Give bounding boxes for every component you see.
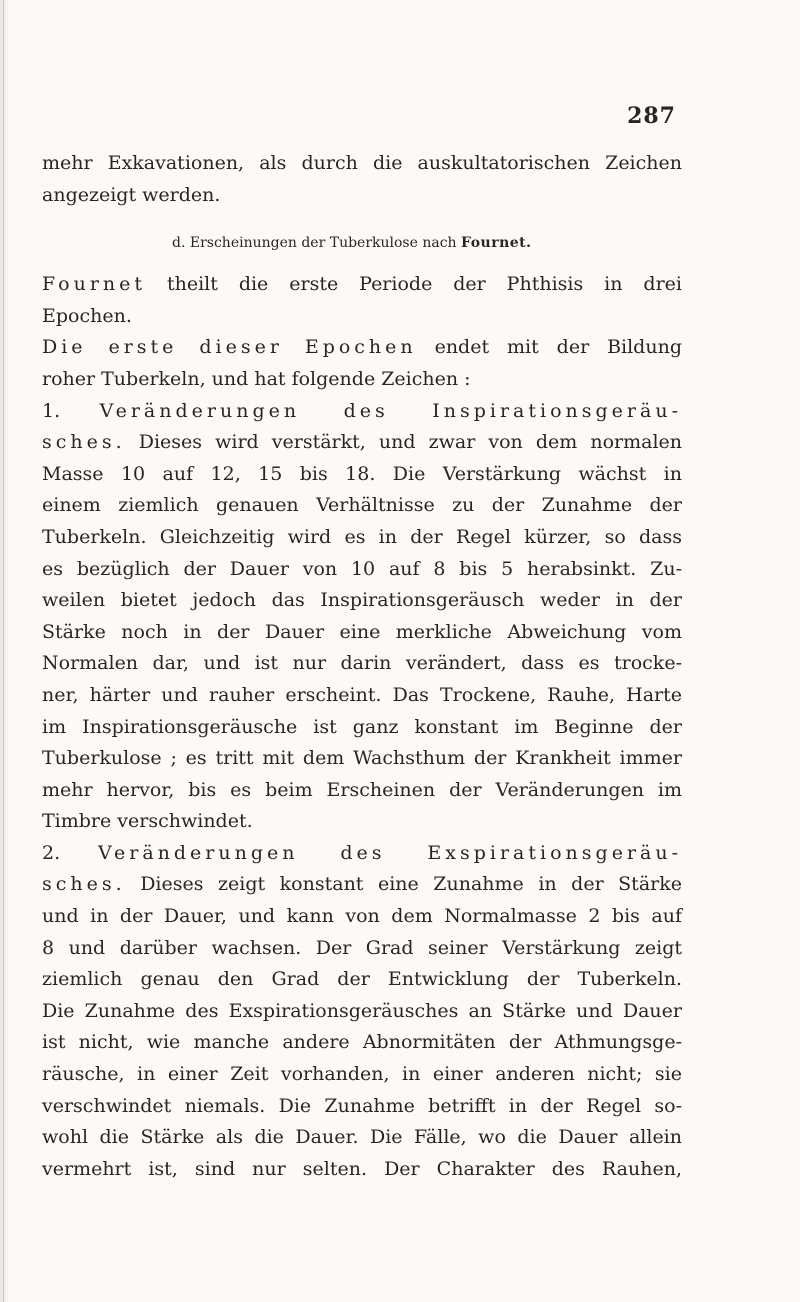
text-line: [42, 585, 682, 617]
list-number: 1.: [42, 399, 100, 422]
text-line: [42, 301, 682, 333]
text-line: [42, 427, 682, 459]
line-text: räusche, in einer Zeit vorhanden, in einer anderen nicht; sie: [42, 1063, 682, 1086]
text-line: [42, 396, 682, 428]
line-text: einem ziemlich genauen Verhältnisse zu der Zunahme der: [42, 494, 682, 517]
text-line: [42, 901, 682, 933]
line-text: 8 und darüber wachsen. Der Grad seiner Verstärkung zeigt: [42, 936, 682, 959]
spaced-emphasis: Veränderungen des Exspirationsgeräu-: [98, 841, 683, 864]
spaced-emphasis: sches.: [42, 431, 126, 454]
text-line: [42, 1154, 682, 1186]
text-line: [42, 775, 682, 807]
spaced-emphasis: Veränderungen des Inspirationsgeräu-: [99, 399, 682, 422]
section-heading-author: Fournet.: [461, 235, 532, 252]
text-line: [42, 617, 682, 649]
line-text: endet mit der Bildung: [416, 336, 682, 359]
text-line: [42, 712, 682, 744]
section-heading-prefix: d. Erscheinungen der Tuberkulose nach: [172, 235, 462, 252]
text-line: [42, 554, 682, 586]
text-line: [42, 869, 682, 901]
line-text: Normalen dar, und ist nur darin verändert, dass es trocke-: [42, 652, 682, 675]
line-text: mehr hervor, bis es beim Erscheinen der Veränderungen im: [42, 778, 682, 801]
page-content: [42, 148, 682, 1185]
text-line: [42, 364, 682, 396]
spaced-emphasis: Fournet: [42, 273, 147, 296]
text-line: [42, 332, 682, 364]
text-line: [42, 648, 682, 680]
line-text: theilt die erste Periode der Phthisis in drei: [146, 273, 682, 296]
line-text: Dieses zeigt konstant eine Zunahme in der Stärke: [125, 873, 682, 896]
line-text: Dieses wird verstärkt, und zwar von dem normalen: [125, 431, 682, 454]
line-text: ner, härter und rauher erscheint. Das Trockene, Rauhe, Harte: [42, 683, 682, 706]
line-text: Tuberkeln. Gleichzeitig wird es in der Regel kürzer, so dass: [42, 525, 682, 548]
text-line: [42, 743, 682, 775]
body-text: [42, 269, 682, 1185]
line-text: wohl die Stärke als die Dauer. Die Fälle, wo die Dauer allein: [42, 1126, 682, 1149]
line-text: Masse 10 auf 12, 15 bis 18. Die Verstärkung wächst in: [42, 462, 682, 485]
intro-paragraph: [42, 148, 682, 211]
text-line: [42, 680, 682, 712]
line-text: weilen bietet jedoch das Inspirationsgeräusch weder in der: [42, 589, 682, 612]
text-line: [42, 490, 682, 522]
text-line: [42, 269, 682, 301]
text-line: [42, 933, 682, 965]
text-line: [42, 964, 682, 996]
text-line: [42, 806, 682, 838]
line-text: ziemlich genau den Grad der Entwicklung der Tuberkeln.: [42, 968, 682, 991]
page-number: 287: [627, 103, 676, 129]
text-line: [42, 1122, 682, 1154]
line-text: Tuberkulose ; es tritt mit dem Wachsthum der Krankheit immer: [42, 747, 682, 770]
spaced-emphasis: sches.: [42, 873, 126, 896]
text-line: [42, 1027, 682, 1059]
spaced-emphasis: Die erste dieser Epochen: [42, 336, 417, 359]
line-text: ist nicht, wie manche andere Abnormitäten der Athmungsge-: [42, 1031, 682, 1054]
list-number: 2.: [42, 841, 99, 864]
text-line: [42, 996, 682, 1028]
line-text: roher Tuberkeln, und hat folgende Zeichen :: [42, 367, 471, 390]
line-text: im Inspirationsgeräusche ist ganz konstant im Beginne der: [42, 715, 682, 738]
line-text: es bezüglich der Dauer von 10 auf 8 bis 5 herabsinkt. Zu-: [42, 557, 682, 580]
section-heading: [172, 231, 682, 255]
text-line: [42, 838, 682, 870]
line-text: vermehrt ist, sind nur selten. Der Charakter des Rauhen,: [42, 1157, 682, 1180]
page-binding-line: [3, 0, 4, 1302]
line-text: und in der Dauer, und kann von dem Normalmasse 2 bis auf: [42, 905, 682, 928]
page-binding-edge: [0, 0, 10, 1302]
text-line: [42, 1091, 682, 1123]
text-line: mehr Exkavationen, als durch die auskultatorischen Zeichen: [42, 152, 682, 174]
line-text: Epochen.: [42, 304, 132, 327]
line-text: Stärke noch in der Dauer eine merkliche Abweichung vom: [42, 620, 682, 643]
line-text: Timbre verschwindet.: [42, 810, 253, 833]
text-line: [42, 522, 682, 554]
text-line: [42, 1059, 682, 1091]
text-line: angezeigt werden.: [42, 183, 221, 206]
line-text: Die Zunahme des Exspirationsgeräusches an Stärke und Dauer: [42, 999, 682, 1022]
text-line: [42, 459, 682, 491]
line-text: verschwindet niemals. Die Zunahme betrifft in der Regel so-: [42, 1094, 682, 1117]
